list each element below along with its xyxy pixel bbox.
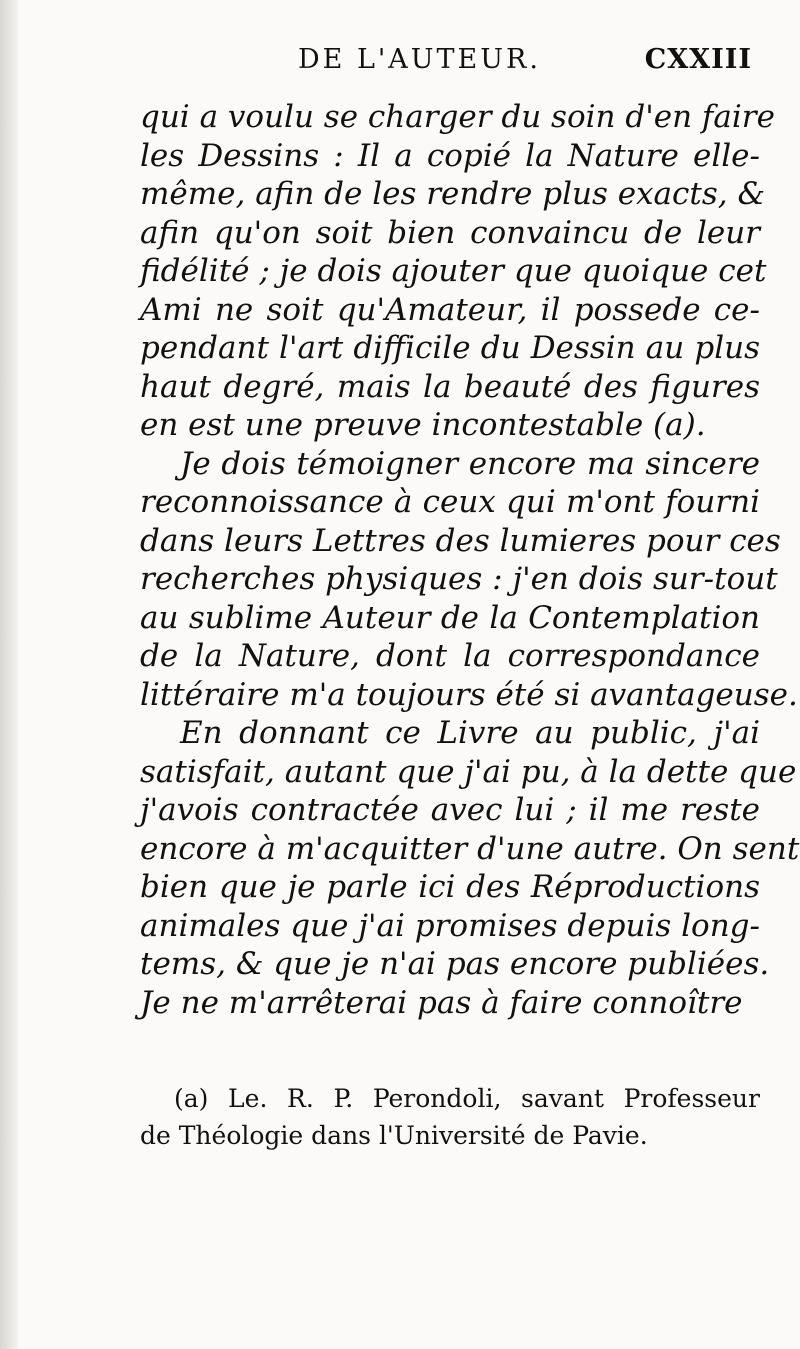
page-header: [298, 44, 770, 84]
text-line: Je ne m'arrêterai pas à faire connoître: [140, 984, 743, 1021]
text-line: Je dois témoigner encore ma sincere: [180, 445, 760, 482]
text-line: bien que je parle ici des Réproductions: [140, 869, 760, 905]
body-text: [140, 98, 800, 1022]
text-line: même, afin de les rendre plus exacts, &: [140, 176, 766, 212]
text-line: encore à m'acquitter d'une autre. On sent: [140, 830, 800, 867]
text-line: au sublime Auteur de la Contemplation: [140, 599, 760, 636]
text-line: de la Nature, dont la correspondance: [140, 638, 760, 674]
text-line: reconnoissance à ceux qui m'ont fourni: [140, 484, 760, 520]
text-line: pendant l'art difficile du Dessin au plus: [140, 330, 760, 366]
text-line: satisfait, autant que j'ai pu, à la dette que: [140, 753, 797, 790]
text-line: littéraire m'a toujours été si avantageuse.: [140, 676, 798, 713]
text-line: afin qu'on soit bien convaincu de leur: [140, 214, 760, 251]
text-line: les Dessins : Il a copié la Nature elle-: [140, 137, 760, 174]
text-line: tems, & que je n'ai pas encore publiées.: [140, 946, 770, 982]
text-line: animales que j'ai promises depuis long-: [140, 907, 760, 944]
text-line: recherches physiques : j'en dois sur-tout: [140, 561, 778, 597]
page-gutter-shadow: [0, 0, 18, 1349]
page-number: CXXIII: [644, 44, 752, 75]
text-line: dans leurs Lettres des lumieres pour ces: [140, 522, 781, 559]
footnote-line: (a) Le. R. P. Perondoli, savant Professeur: [174, 1084, 760, 1113]
text-line: haut degré, mais la beauté des figures: [140, 368, 760, 405]
text-line: Ami ne soit qu'Amateur, il possede ce-: [140, 291, 760, 328]
footnote-line: de Théologie dans l'Université de Pavie.: [140, 1121, 648, 1150]
text-line: j'avois contractée avec lui ; il me reste: [140, 792, 760, 828]
running-title: DE L'AUTEUR.: [298, 44, 541, 75]
text-line: En donnant ce Livre au public, j'ai: [180, 715, 760, 751]
text-line: qui a voulu se charger du soin d'en faire: [140, 99, 775, 135]
text-line: en est une preuve incontestable (a).: [140, 407, 706, 443]
text-line: fidélité ; je dois ajouter que quoique cet: [140, 253, 767, 289]
footnote: [140, 1080, 760, 1154]
